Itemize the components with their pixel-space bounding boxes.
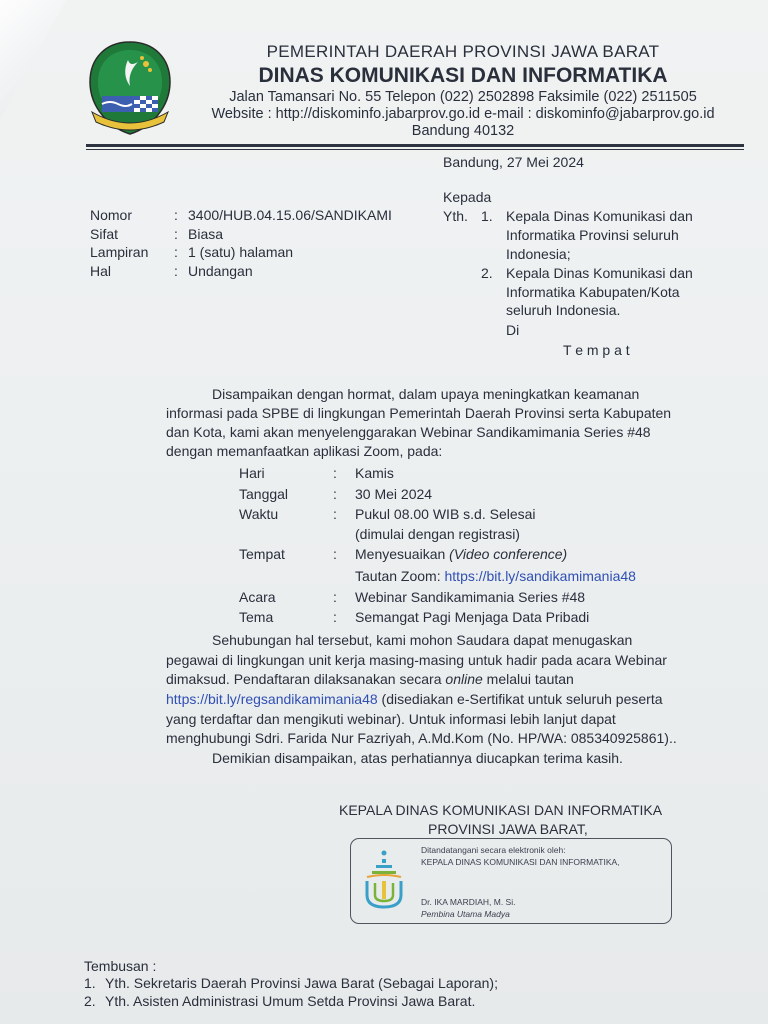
signer-name: Dr. IKA MARDIAH, M. Si. xyxy=(421,897,516,907)
detail-label: Hari xyxy=(239,465,265,481)
paragraph-line: dengan memanfaatkan aplikasi Zoom, pada: xyxy=(166,443,443,459)
recipient-kepada: Kepada xyxy=(443,189,492,205)
paragraph-text: (disediakan e-Sertifikat untuk seluruh peserta xyxy=(377,691,663,707)
recipient-yth: Yth. xyxy=(443,208,468,224)
detail-label: Tema xyxy=(239,609,274,625)
signer-rank: Pembina Utama Madya xyxy=(421,909,510,919)
letterhead-agency: DINAS KOMUNIKASI DAN INFORMATIKA xyxy=(258,64,668,87)
meta-colon: : xyxy=(174,244,178,260)
recipient-line: Indonesia; xyxy=(506,246,571,262)
detail-value: Webinar Sandikamimania Series #48 xyxy=(355,589,586,605)
detail-colon: : xyxy=(333,589,337,605)
paragraph-line xyxy=(166,691,663,707)
paragraph-line: dan Kota, kami akan menyelenggarakan Webinar Sandikamimania Series #48 xyxy=(166,424,651,440)
detail-label: Tempat xyxy=(239,546,285,562)
recipient-line: Kepala Dinas Komunikasi dan xyxy=(506,208,693,224)
letterhead-address: Jalan Tamansari No. 55 Telepon (022) 2502898 Faksimile (022) 2511505 xyxy=(229,89,697,105)
meta-label: Lampiran xyxy=(90,244,149,260)
signature-title: KEPALA DINAS KOMUNIKASI DAN INFORMATIKA xyxy=(339,802,663,818)
paragraph-italic: online xyxy=(445,671,483,687)
recipient-line: Kepala Dinas Komunikasi dan xyxy=(506,265,693,281)
cc-number: 2. xyxy=(84,993,96,1009)
cc-number: 1. xyxy=(84,975,96,991)
meta-value: Undangan xyxy=(188,263,253,279)
closing-line: Demikian disampaikan, atas perhatiannya diucapkan terima kasih. xyxy=(212,750,623,766)
signature-province: PROVINSI JAWA BARAT, xyxy=(428,821,588,837)
meta-label: Nomor xyxy=(90,207,133,223)
letterhead-government: PEMERINTAH DAERAH PROVINSI JAWA BARAT xyxy=(266,42,660,61)
letter-date: Bandung, 27 Mei 2024 xyxy=(443,154,584,170)
recipient-line: Informatika Kabupaten/Kota xyxy=(506,284,680,300)
meta-label: Hal xyxy=(90,263,112,279)
detail-colon: : xyxy=(333,486,337,502)
meta-colon: : xyxy=(174,226,178,242)
detail-label: Acara xyxy=(239,589,276,605)
detail-value xyxy=(355,546,567,562)
recipient-line: seluruh Indonesia. xyxy=(506,302,621,318)
cc-item: Yth. Sekretaris Daerah Provinsi Jawa Barat (Sebagai Laporan); xyxy=(105,975,498,991)
meta-colon: : xyxy=(174,263,178,279)
detail-value: Pukul 08.00 WIB s.d. Selesai xyxy=(355,506,536,522)
detail-value: Semangat Pagi Menjaga Data Pribadi xyxy=(355,609,590,625)
meta-value: 3400/HUB.04.15.06/SANDIKAMI xyxy=(188,207,392,223)
detail-colon: : xyxy=(333,546,337,562)
recipient-number: 2. xyxy=(481,265,493,281)
west-java-emblem-icon xyxy=(84,38,176,138)
detail-label: Waktu xyxy=(239,506,279,522)
letterhead-rule-thin xyxy=(86,149,744,150)
detail-value: 30 Mei 2024 xyxy=(355,486,433,502)
registration-link[interactable]: https://bit.ly/regsandikamimania48 xyxy=(166,691,378,707)
paragraph-line: Disampaikan dengan hormat, dalam upaya meningkatkan keamanan xyxy=(212,386,640,402)
cc-item: Yth. Asisten Administrasi Umum Setda Provinsi Jawa Barat. xyxy=(105,993,476,1009)
detail-colon: : xyxy=(333,465,337,481)
meta-label: Sifat xyxy=(90,226,119,242)
zoom-link-label: Tautan Zoom: xyxy=(355,568,445,584)
letterhead-rule-thick xyxy=(86,144,744,147)
meta-value: Biasa xyxy=(188,226,224,242)
signer-role: KEPALA DINAS KOMUNIKASI DAN INFORMATIKA, xyxy=(421,857,620,867)
recipient-tempat: T e m p a t xyxy=(563,342,630,358)
recipient-number: 1. xyxy=(481,208,493,224)
paragraph-line: menghubungi Sdri. Farida Nur Fazriyah, A.Md.Kom (No. HP/WA: 085340925861).. xyxy=(166,730,677,746)
letterhead-city: Bandung 40132 xyxy=(411,123,515,139)
detail-label: Tanggal xyxy=(239,486,289,502)
paragraph-line: Sehubungan hal tersebut, kami mohon Saudara dapat menugaskan xyxy=(212,632,633,648)
paragraph-line: yang terdaftar dan mengikuti webinar). Untuk informasi lebih lanjut dapat xyxy=(166,711,616,727)
electronic-signature-box xyxy=(350,838,672,924)
recipient-line: Informatika Provinsi seluruh xyxy=(506,227,679,243)
qr-signature-logo-icon xyxy=(361,849,407,913)
meta-colon: : xyxy=(174,207,178,223)
detail-colon: : xyxy=(333,506,337,522)
paragraph-line: informasi pada SPBE di lingkungan Pemerintah Daerah Provinsi serta Kabupaten xyxy=(166,405,672,421)
paragraph-line xyxy=(166,671,574,687)
signed-electronically-label: Ditandatangani secara elektronik oleh: xyxy=(421,845,566,855)
detail-value-italic: (Video conference) xyxy=(449,546,568,562)
paragraph-line: pegawai di lingkungan unit kerja masing-masing untuk hadir pada acara Webinar xyxy=(166,652,667,668)
paragraph-text: dimaksud. Pendaftaran dilaksanakan secara xyxy=(166,671,446,687)
zoom-link[interactable]: https://bit.ly/sandikamimania48 xyxy=(444,568,636,584)
zoom-link-row xyxy=(355,568,636,584)
detail-value: Kamis xyxy=(355,465,394,481)
letterhead-website: Website : http://diskominfo.jabarprov.go.id e-mail : diskominfo@jabarprov.go.id xyxy=(211,106,715,122)
detail-value-text: Menyesuaikan xyxy=(355,546,446,562)
recipient-di: Di xyxy=(506,322,520,338)
meta-value: 1 (satu) halaman xyxy=(188,244,294,260)
detail-colon: : xyxy=(333,609,337,625)
paragraph-text: melalui tautan xyxy=(482,671,574,687)
detail-value: (dimulai dengan registrasi) xyxy=(355,526,520,542)
cc-heading: Tembusan : xyxy=(84,958,157,974)
